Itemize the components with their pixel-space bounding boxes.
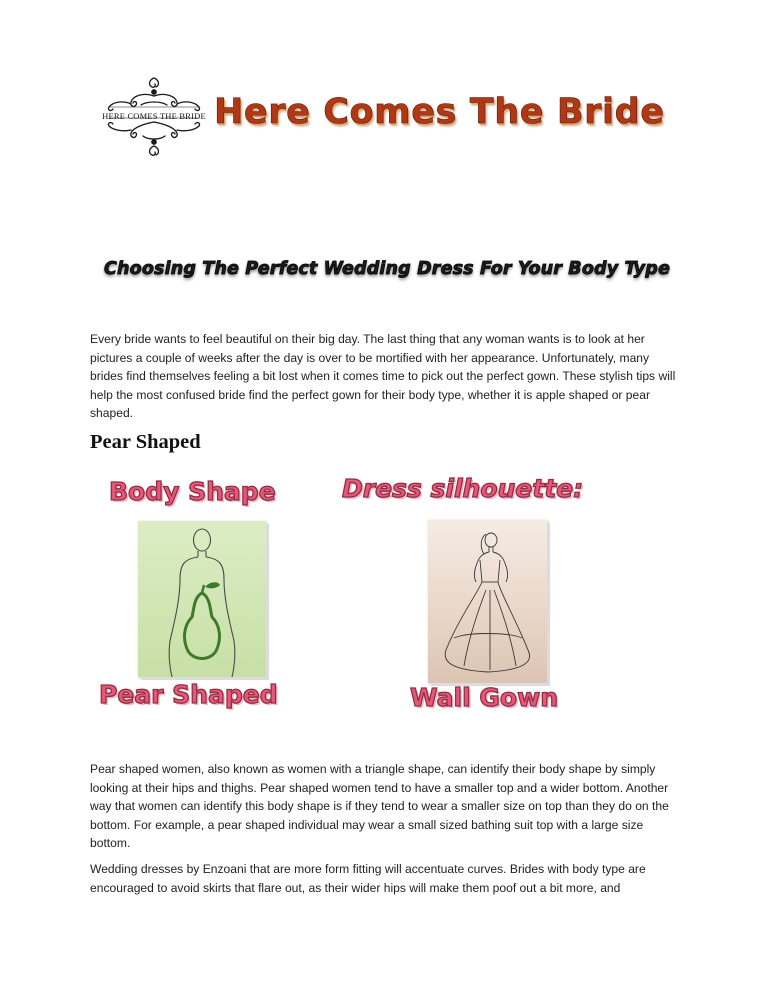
wedding-dress-paragraph: Wedding dresses by Enzoani that are more form fitting will accentuate curves. Brides with body type are encouraged to avoid skirts that flare out, as their wider hips will make them poof out a bit more, and	[90, 862, 646, 895]
dress-silhouette-label: Dress silhouette:	[342, 474, 584, 503]
pear-body-shape-image	[138, 521, 266, 677]
pear-shape-paragraph: Pear shaped women, also known as women with a triangle shape, can identify their body shape by simply looking at their hips and thighs. Pear shaped women tend to have a smaller top and a wider bottom. Another way that women can identify this body shape is if they tend to wear a smaller size on top than they do on the bottom. For example, a pear shaped individual may wear a small sized bathing suit top with a large size bottom.	[90, 762, 669, 850]
pear-shaped-label: Pear Shaped	[99, 680, 278, 709]
wall-gown-label: Wall Gown	[410, 683, 558, 712]
intro-paragraph: Every bride wants to feel beautiful on their big day. The last thing that any woman wants is to look at her pictures a couple of weeks after the day is over to be mortified with her appearance. Unfortunately, many brides find themselves feeling a bit lost when it comes time to pick out the perfect gown. These stylish tips will help the most confused bride find the perfect gown for their body type, whether it is apple shaped or pear shaped.	[90, 332, 676, 420]
ball-gown-sketch-image	[428, 520, 547, 683]
body-shape-label: Body Shape	[109, 477, 276, 506]
logo-text: HERE COMES THE BRIDE	[102, 111, 206, 121]
gown-silhouette-icon	[428, 520, 547, 683]
article-title: Choosing The Perfect Wedding Dress For Your Body Type	[104, 259, 670, 279]
site-title: Here Comes The Bride	[214, 92, 665, 132]
pear-silhouette-icon	[138, 521, 266, 677]
section-heading-pear-shaped: Pear Shaped	[90, 431, 201, 453]
